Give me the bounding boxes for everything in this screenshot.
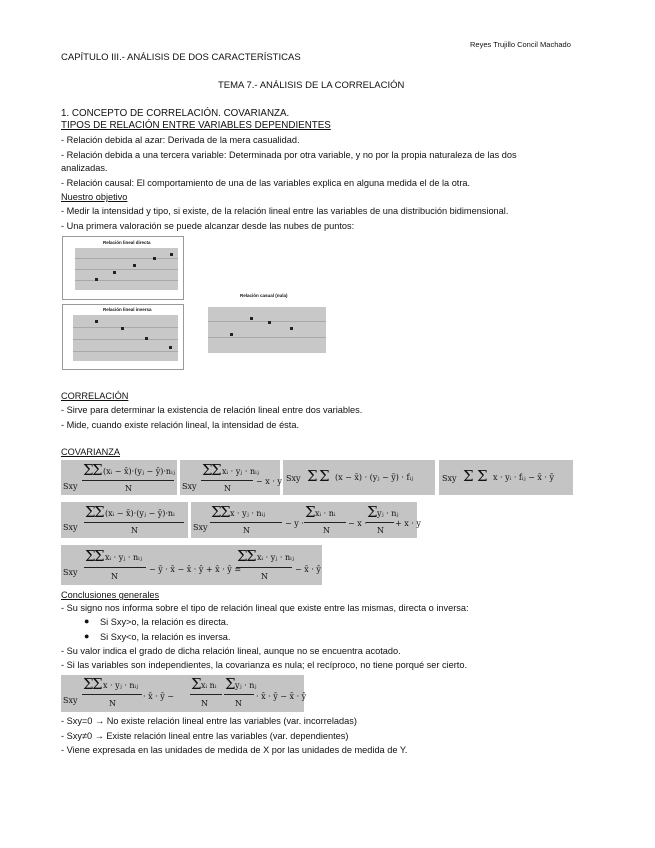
data-point — [153, 257, 156, 260]
data-point — [230, 333, 233, 336]
plot-area — [75, 248, 178, 290]
formula-covariance-2: Sxy Σ Σ xᵢ · yⱼ · nᵢⱼ N − x · y — [182, 461, 282, 493]
list-item: - Su valor indica el grado de dicha relación lineal, aunque no se encuentra acotado. — [61, 646, 401, 656]
list-item: analizadas. — [61, 163, 108, 173]
formula-covariance-5: Sxy Σ Σ (xᵢ − x̄)·(yⱼ − ȳ)·nᵢ N — [61, 502, 188, 538]
list-item: - Viene expresada en las unidades de medida de X por las unidades de medida de Y. — [61, 745, 408, 755]
formula-covariance-1: Sxy Σ Σ (xᵢ − x̄)·(yⱼ − ȳ)·nᵢⱼ N — [61, 460, 177, 495]
data-point — [169, 346, 172, 349]
data-point — [95, 320, 98, 323]
formula-covariance-4: Sxy Σ Σ x · yᵢ · fᵢⱼ − x̄ · ȳ — [439, 460, 573, 495]
bullet-icon: ● — [84, 616, 90, 626]
conclusiones-title: Conclusiones generales — [61, 590, 160, 600]
formula-covariance-3: Sxy Σ Σ (x − x̄) · (yⱼ − ȳ) · fᵢⱼ — [283, 460, 435, 495]
scatter-chart-null — [199, 292, 329, 368]
data-point — [121, 327, 124, 330]
objective-title: Nuestro objetivo — [61, 192, 128, 202]
formula-covariance-7: Sxy Σ Σ xᵢ · yⱼ · nᵢⱼ N − ȳ · x̄ − x̄ · ȳ + x̄ · ȳ = Σ Σ xᵢ · yⱼ · nᵢⱼ N − x̄ · ȳ — [61, 545, 322, 585]
bullet-icon: ● — [84, 631, 90, 641]
scatter-chart-direct — [62, 236, 184, 300]
topic-title: TEMA 7.- ANÁLISIS DE LA CORRELACIÓN — [218, 80, 405, 91]
list-item: - Medir la intensidad y tipo, si existe, de la relación lineal entre las variables de una distribución bidimensional. — [61, 206, 509, 216]
data-point — [290, 327, 293, 330]
list-item: - Sxy≠0 → Existe relación lineal entre las variables (var. dependientes) — [61, 731, 349, 741]
chapter-title: CAPÍTULO III.- ANÁLISIS DE DOS CARACTERÍSTICAS — [61, 52, 301, 63]
author-note: Reyes Trujillo Concil Machado — [470, 40, 571, 49]
list-item: - Su signo nos informa sobre el tipo de relación lineal que existe entre las mismas, directa o inversa: — [61, 603, 469, 613]
list-item: - Mide, cuando existe relación lineal, la intensidad de ésta. — [61, 420, 299, 430]
bullet-item: Si Sxy>o, la relación es directa. — [100, 617, 229, 627]
list-item: - Relación debida al azar: Derivada de la mera casualidad. — [61, 135, 300, 145]
formula-covariance-6: Sxy Σ Σ x · yⱼ · nᵢⱼ N − y · Σ xᵢ · nᵢ N − x · Σ yⱼ · nⱼ N + x · y — [191, 502, 417, 538]
formula-covariance-8: Sxy Σ Σ x · yⱼ · nᵢⱼ N · x̄ · ȳ − Σ xᵢ nᵢ N Σ yⱼ · nⱼ N · x̄ · ȳ − x̄ · ȳ — [61, 675, 304, 712]
data-point — [268, 321, 271, 324]
section-subtitle: TIPOS DE RELACIÓN ENTRE VARIABLES DEPENDIENTES — [61, 120, 331, 131]
chart-title: Relación lineal inversa — [103, 307, 152, 312]
data-point — [133, 264, 136, 267]
data-point — [113, 271, 116, 274]
covarianza-title: COVARIANZA — [61, 447, 121, 457]
section-title: 1. CONCEPTO DE CORRELACIÓN. COVARIANZA. — [61, 108, 290, 119]
data-point — [170, 253, 173, 256]
list-item: - Relación causal: El comportamiento de una de las variables explica en alguna medida el de la otra. — [61, 178, 471, 188]
bullet-item: Si Sxy<o, la relación es inversa. — [100, 632, 231, 642]
correlacion-title: CORRELACIÓN — [61, 391, 129, 401]
chart-title: Relación lineal directa — [103, 240, 151, 245]
list-item: - Relación debida a una tercera variable: Determinada por otra variable, y no por la propia naturaleza de las dos — [61, 150, 517, 160]
data-point — [95, 278, 98, 281]
data-point — [250, 317, 253, 320]
scatter-chart-inverse — [62, 304, 184, 370]
chart-title: Relación casual (nula) — [240, 293, 288, 298]
plot-area — [208, 307, 326, 353]
list-item: - Sxy=0 → No existe relación lineal entre las variables (var. incorreladas) — [61, 716, 357, 726]
plot-area — [73, 315, 178, 361]
list-item: - Una primera valoración se puede alcanzar desde las nubes de puntos: — [61, 221, 355, 231]
data-point — [145, 337, 148, 340]
list-item: - Sirve para determinar la existencia de relación lineal entre dos variables. — [61, 405, 363, 415]
list-item: - Si las variables son independientes, la covarianza es nula; el recíproco, no tiene porqué ser cierto. — [61, 660, 468, 670]
